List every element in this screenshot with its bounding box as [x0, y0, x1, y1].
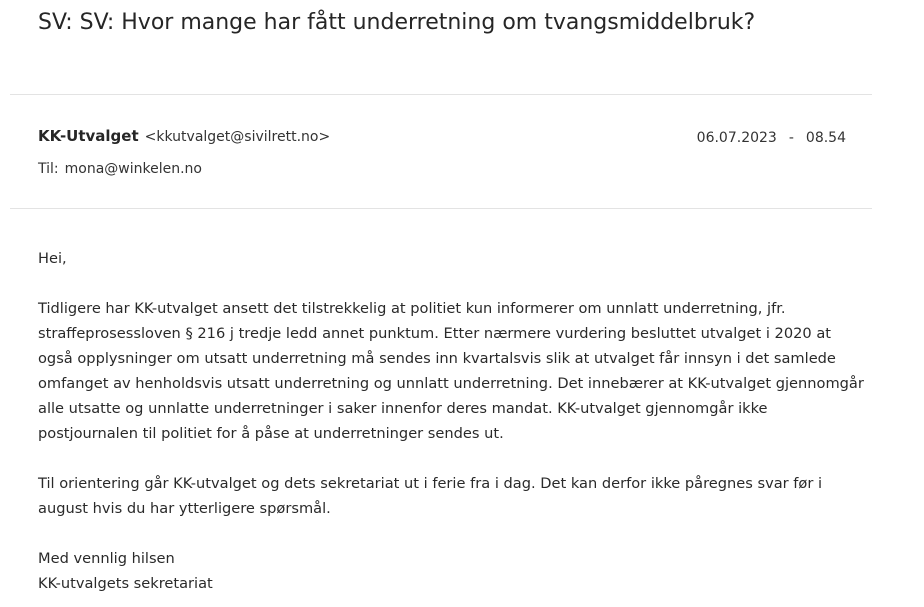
date-time-separator: -	[788, 130, 794, 146]
body-signature: KK-utvalgets sekretariat	[38, 575, 213, 592]
to-label: Til:	[38, 161, 59, 177]
body-greeting: Hei,	[38, 250, 67, 267]
email-time: 08.54	[805, 130, 846, 146]
body-paragraph: Til orientering går KK-utvalget og dets sekretariat ut i ferie fra i dag. Det kan derfor ikke påregnes svar før i august hvis du har ytterligere spørsmål.	[38, 475, 823, 517]
recipient-address: mona@winkelen.no	[64, 161, 202, 177]
body-divider	[10, 208, 872, 209]
header-divider	[10, 94, 872, 95]
sender-name: KK-Utvalget	[38, 127, 139, 145]
sender-row	[38, 126, 330, 145]
recipient-row	[38, 161, 202, 177]
email-body	[38, 246, 864, 596]
email-subject: SV: SV: Hvor mange har fått underretning om tvangsmiddelbruk?	[38, 10, 756, 35]
body-closing: Med vennlig hilsen	[38, 550, 175, 567]
email-date: 06.07.2023	[696, 130, 777, 146]
body-paragraph: Tidligere har KK-utvalget ansett det tilstrekkelig at politiet kun informerer om unnlatt underretning, jfr. straffeprosessloven § 216 j tredje ledd annet punktum. Etter nærmere vurdering besluttet utvalget i 2020 at også opplysninger om utsatt underretning må sendes inn kvartalsvis slik at utvalget får innsyn i det samlede omfanget av henholdsvis utsatt underretning og unnlatt underretning. Det innebærer at KK-utvalget gjennomgår alle utsatte og unnlatte underretninger i saker innenfor deres mandat. KK-utvalget gjennomgår ikke postjournalen til politiet for å påse at underretninger sendes ut.	[38, 300, 864, 442]
sender-email: <kkutvalget@sivilrett.no>	[144, 129, 331, 145]
email-datetime	[697, 130, 846, 146]
